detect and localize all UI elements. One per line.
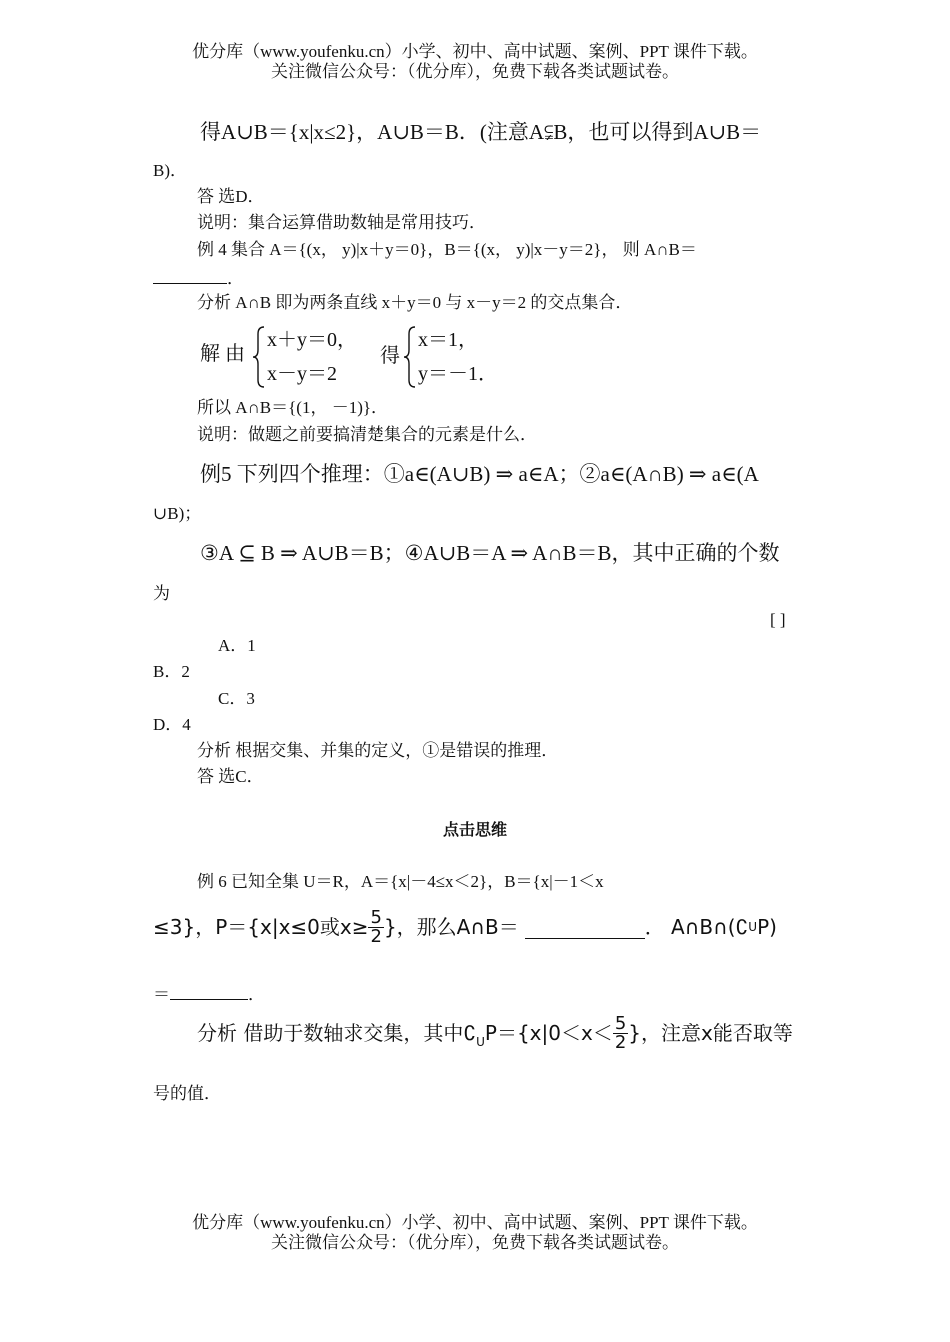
- left-brace-2: [403, 326, 417, 388]
- solution-label: 解 由: [200, 343, 245, 365]
- example-6-line-3: [153, 982, 265, 1003]
- union-text-c: B)．: [153, 161, 187, 180]
- system-2-row-1: x＝1，: [418, 329, 478, 351]
- union-text-b: B，也可以得到A∪B＝: [553, 120, 762, 144]
- example-4-end: ．: [227, 269, 244, 288]
- system-1-row-1: x＋y＝0，: [267, 329, 357, 351]
- example-6-part-2: }，那么A∩B＝: [383, 915, 519, 939]
- paragraph-union: [200, 122, 761, 143]
- result-4: 所以 A∩B＝{(1， －1)}．: [197, 398, 389, 417]
- left-brace-1: [252, 326, 266, 388]
- footer-line-1: 优分库（www.youfenku.cn）小学、初中、高中试题、案例、PPT 课件下载。: [192, 1213, 758, 1232]
- analysis-6-part-3: }，注意x能否取等: [628, 1021, 793, 1045]
- fraction-five-halves: [368, 906, 383, 947]
- system-2-row-2: y＝－1．: [418, 363, 498, 385]
- analysis-4: 分析 A∩B 即为两条直线 x＋y＝0 与 x－y＝2 的交点集合．: [197, 293, 633, 312]
- example-6-line-2: [153, 902, 777, 952]
- analysis-6-part-1: 分析 借助于数轴求交集，其中∁: [197, 1021, 477, 1045]
- fraction-numerator: 5: [370, 906, 382, 928]
- analysis-fraction: [613, 1012, 628, 1053]
- answer-5: 答 选C．: [197, 767, 264, 786]
- example-5-line-3: ③A ⊆ B ⇒ A∪B＝B；④A∪B＝A ⇒ A∩B＝B，其中正确的个数: [200, 541, 780, 565]
- header-line-2: 关注微信公众号：（优分库），免费下载各类试题试卷。: [271, 62, 679, 81]
- system-1-row-2: x－y＝2: [267, 363, 337, 385]
- analysis-6-line-2: 号的值．: [153, 1084, 221, 1103]
- intersection-blank: [525, 916, 645, 939]
- analysis-fraction-numerator: 5: [614, 1012, 627, 1034]
- section-title: 点击思维: [442, 820, 507, 839]
- answer-1: 答 选D．: [197, 187, 265, 206]
- option-d: D．4: [153, 715, 191, 734]
- complement-blank: [170, 982, 248, 1000]
- fraction-denominator: 2: [370, 925, 382, 947]
- example-4: 例 4 集合 A＝{(x， y)|x＋y＝0}，B＝{(x， y)|x－y＝2}， 则 A∩B＝: [197, 240, 697, 259]
- complement-subscript: U: [748, 920, 758, 934]
- option-b: B．2: [153, 662, 190, 681]
- solution-de: 得: [380, 345, 400, 367]
- example-6-end: ．: [248, 985, 265, 1004]
- analysis-5: 分析 根据交集、并集的定义，①是错误的推理．: [197, 741, 559, 760]
- note-1: 说明：集合运算借助数轴是常用技巧．: [197, 213, 486, 232]
- example-5-line-1: 例5 下列四个推理：①a∈(A∪B) ⇒ a∈A；②a∈(A∩B) ⇒ a∈(A: [200, 462, 759, 486]
- example-6-equals: ＝: [153, 985, 170, 1004]
- example-6-part-4: P): [757, 915, 777, 939]
- proper-subset-symbol: ⫋: [544, 120, 554, 144]
- note-4: 说明：做题之前要搞清楚集合的元素是什么．: [197, 425, 537, 444]
- analysis-fraction-denominator: 2: [614, 1031, 627, 1053]
- analysis-6-part-2: P＝{x|0＜x＜: [484, 1021, 613, 1045]
- header-line-1: 优分库（www.youfenku.cn）小学、初中、高中试题、案例、PPT 课件下载。: [192, 42, 758, 61]
- answer-bracket: [ ]: [770, 610, 786, 629]
- example-4-blank-line: [153, 266, 244, 287]
- answer-blank: [153, 266, 227, 284]
- example-5-line-4: 为: [153, 584, 170, 603]
- example-6-line-1: 例 6 已知全集 U＝R，A＝{x|－4≤x＜2}，B＝{x|－1＜x: [197, 872, 604, 891]
- analysis-6-line-1: [197, 1008, 793, 1058]
- analysis-complement-subscript: U: [476, 1035, 485, 1049]
- example-6-part-3: ． A∩B∩(∁: [644, 915, 749, 939]
- union-text-a: 得A∪B＝{x|x≤2}，A∪B＝B．(注意A: [200, 120, 545, 144]
- option-c: C．3: [218, 689, 255, 708]
- option-a: A．1: [218, 636, 256, 655]
- footer-line-2: 关注微信公众号：（优分库），免费下载各类试题试卷。: [271, 1233, 679, 1252]
- example-6-part-1: ≤3}，P＝{x|x≤0或x≥: [153, 915, 369, 939]
- example-5-line-2: ∪B)；: [153, 504, 202, 523]
